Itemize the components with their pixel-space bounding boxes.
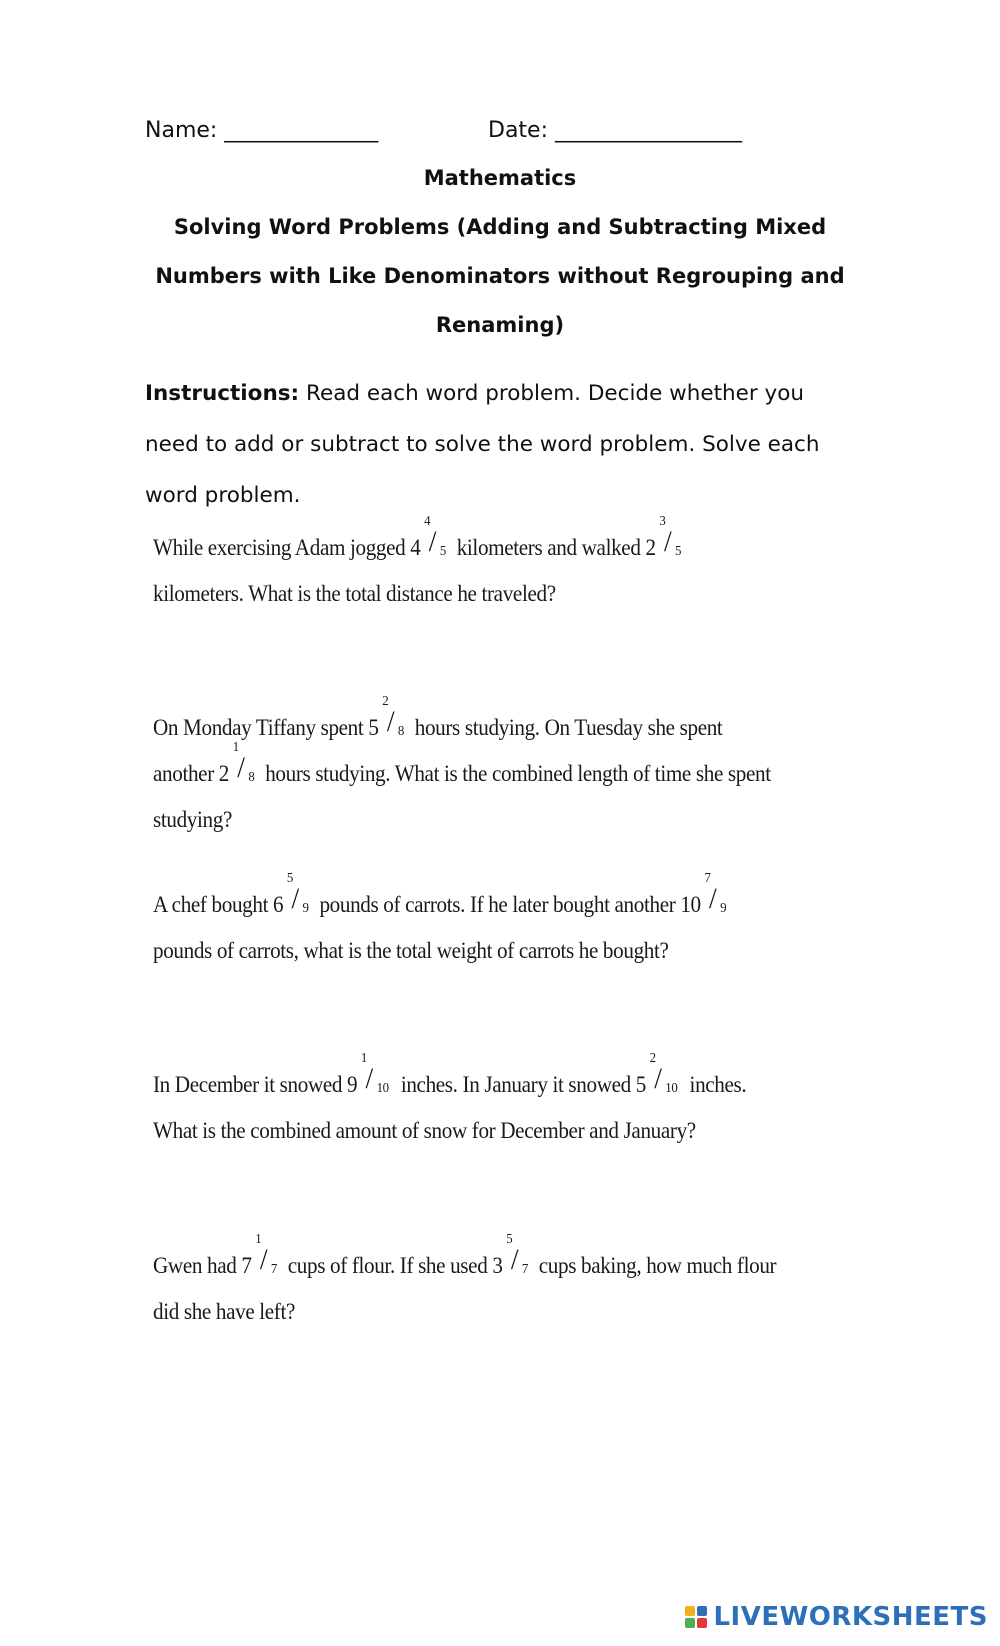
problem-text: hours studying. On Tuesday she spent another 2 xyxy=(153,715,723,786)
logo-text: LIVEWORKSHEETS xyxy=(713,1602,988,1632)
problem-text: cups baking, how much flour did she have left? xyxy=(153,1253,777,1324)
mixed-fraction: 1 / 8 xyxy=(232,740,255,785)
word-problem-3 xyxy=(153,871,779,974)
liveworksheets-logo xyxy=(685,1602,988,1632)
problem-text: While exercising Adam jogged 4 xyxy=(153,535,421,560)
word-problem-2 xyxy=(153,694,779,843)
problem-text: A chef bought 6 xyxy=(153,892,284,917)
mixed-fraction: 1 / 10 xyxy=(360,1051,389,1096)
subject-title: Mathematics xyxy=(423,166,577,190)
problem-text: hours studying. What is the combined length of time she spent studying? xyxy=(153,761,771,832)
topic-title-line-3: Renaming) xyxy=(435,313,565,337)
word-problem-5 xyxy=(153,1232,779,1335)
problem-text: pounds of carrots. If he later bought another 10 xyxy=(314,892,701,917)
mixed-fraction: 2 / 10 xyxy=(649,1051,678,1096)
word-problem-1 xyxy=(153,514,779,617)
problem-text: inches. What is the combined amount of snow for December and January? xyxy=(153,1072,747,1143)
instructions-text: Read each word problem. Decide whether you need to add or subtract to solve the word problem. Solve each word problem. xyxy=(145,381,820,508)
problem-text: pounds of carrots, what is the total weight of carrots he bought? xyxy=(153,938,669,963)
mixed-fraction: 1 / 7 xyxy=(255,1232,277,1277)
mixed-fraction: 5 / 9 xyxy=(286,871,309,916)
word-problem-4 xyxy=(153,1051,779,1154)
topic-title-line-2: Numbers with Like Denominators without Regrouping and xyxy=(155,264,845,288)
problem-text: kilometers and walked 2 xyxy=(451,535,656,560)
instructions-label: Instructions: xyxy=(145,381,300,406)
logo-grid-icon xyxy=(685,1606,707,1628)
instructions-block xyxy=(145,368,845,521)
problem-text: On Monday Tiffany spent 5 xyxy=(153,715,379,740)
date-field-label: Date: _________________ xyxy=(488,118,742,143)
problem-text: cups of flour. If she used 3 xyxy=(282,1253,503,1278)
mixed-fraction: 4 / 5 xyxy=(424,514,446,559)
name-field-label: Name: ______________ xyxy=(145,118,379,143)
mixed-fraction: 3 / 5 xyxy=(659,514,682,559)
problem-text: kilometers. What is the total distance he traveled? xyxy=(153,581,556,606)
mixed-fraction: 2 / 8 xyxy=(382,694,404,739)
mixed-fraction: 5 / 7 xyxy=(506,1232,528,1277)
problem-text: In December it snowed 9 xyxy=(153,1072,358,1097)
problem-text: Gwen had 7 xyxy=(153,1253,252,1278)
mixed-fraction: 7 / 9 xyxy=(704,871,727,916)
problem-text: inches. In January it snowed 5 xyxy=(395,1072,646,1097)
topic-title-line-1: Solving Word Problems (Adding and Subtracting Mixed xyxy=(173,215,827,239)
